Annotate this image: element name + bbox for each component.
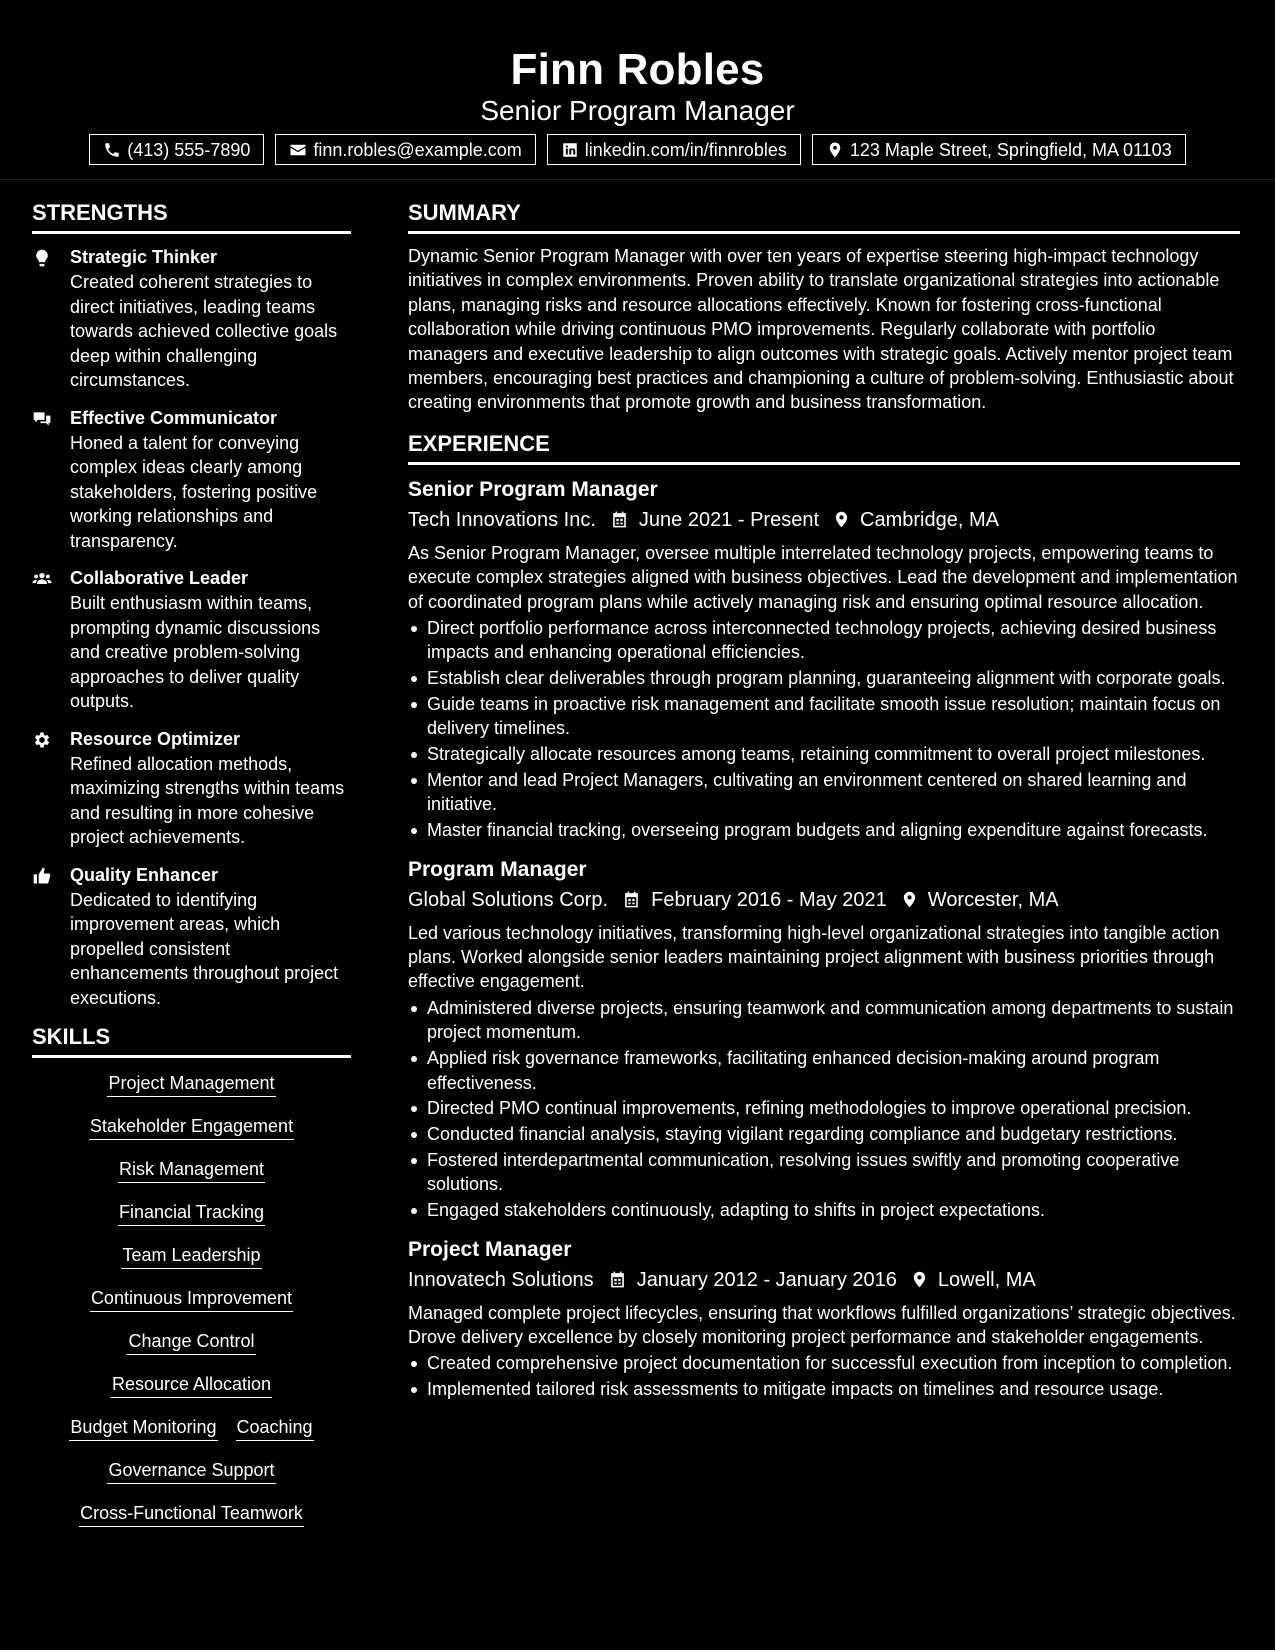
job-meta <box>408 885 1240 915</box>
job-entry <box>408 475 1240 843</box>
strength-title: Quality Enhancer <box>70 864 219 885</box>
strength-item <box>32 726 351 850</box>
calendar-icon <box>608 1270 627 1289</box>
job-description: Led various technology initiatives, transforming high-level organizational strategies into tangible action plans. Worked alongside senior leaders maintaining project alignment with business priorities through effective engagement. <box>408 922 1220 992</box>
strength-description: Created coherent strategies to direct initiatives, leading teams towards achieved collective goals deep within challenging circumstances. <box>70 272 338 390</box>
right-column <box>408 198 1240 1414</box>
skill-tag: Governance Support <box>107 1459 275 1484</box>
contact-email[interactable] <box>275 134 535 165</box>
job-bullet: Created comprehensive project documentation for successful execution from inception to completion. <box>408 1351 1240 1375</box>
job-meta <box>408 1265 1240 1295</box>
candidate-role: Senior Program Manager <box>480 95 795 126</box>
strength-item <box>32 565 351 714</box>
contact-email-text: finn.robles@example.com <box>313 139 522 160</box>
strength-title: Collaborative Leader <box>70 568 249 588</box>
strength-description: Honed a talent for conveying complex ideas clearly among stakeholders, fostering positive working relationships and transparency. <box>70 432 318 551</box>
resume-header <box>0 0 1275 180</box>
map-pin-icon <box>901 890 918 909</box>
skills-heading: SKILLS <box>32 1022 351 1058</box>
job-dates: June 2021 - Present <box>638 508 820 531</box>
job-entry <box>408 855 1240 1223</box>
job-location: Cambridge, MA <box>860 508 999 531</box>
strength-item <box>32 862 351 1011</box>
job-meta <box>408 505 1240 535</box>
skill-tag: Continuous Improvement <box>90 1287 293 1312</box>
map-pin-icon <box>833 510 850 529</box>
map-pin-icon <box>911 1270 928 1289</box>
job-description: Managed complete project lifecycles, ensuring that workflows fulfilled organizations’ strategic objectives. Drove delivery excellence by closely monitoring project performance and stakeholder engagements. <box>408 1302 1236 1347</box>
strengths-heading: STRENGTHS <box>32 198 351 234</box>
skill-tag: Budget Monitoring <box>69 1416 217 1441</box>
job-entry <box>408 1235 1240 1402</box>
job-dates: February 2016 - May 2021 <box>651 888 887 911</box>
map-pin-icon <box>826 141 844 159</box>
gear-icon <box>32 730 52 750</box>
experience-heading: EXPERIENCE <box>408 429 1240 465</box>
calendar-icon <box>610 510 629 529</box>
job-title: Project Manager <box>408 1237 572 1261</box>
strength-item <box>32 244 351 393</box>
summary-text: Dynamic Senior Program Manager with over ten years of expertise steering high-impact technology initiatives in complex environments. Proven ability to translate organizational strategies into actionable plans, managing risks and resource allocations effectively. Known for fostering cross-functional collaboration while driving continuous PMO improvements. Regularly collaborate with portfolio managers and executive leadership to align outcomes with strategic goals. Actively mentor project team members, encouraging best practices and championing a culture of problem-solving. Enthusiastic about creating environments that promote growth and business transformation. <box>408 246 1234 413</box>
job-bullet: Administered diverse projects, ensuring teamwork and communication among departments to sustain project momentum. <box>408 996 1240 1045</box>
users-icon <box>32 569 52 589</box>
skill-tag: Risk Management <box>118 1158 265 1183</box>
job-bullets <box>408 996 1240 1223</box>
job-bullets <box>408 616 1240 843</box>
skill-tag: Financial Tracking <box>118 1201 265 1226</box>
job-bullet: Establish clear deliverables through program planning, guaranteeing alignment with corporate goals. <box>408 666 1240 690</box>
strength-title: Strategic Thinker <box>70 247 218 267</box>
skills-section <box>32 1022 351 1527</box>
contact-phone[interactable] <box>89 134 264 165</box>
phone-icon <box>103 141 121 159</box>
job-bullet: Implemented tailored risk assessments to mitigate impacts on timelines and resource usage. <box>408 1377 1240 1401</box>
lightbulb-icon <box>32 248 52 268</box>
job-company: Global Solutions Corp. <box>408 888 609 911</box>
job-bullet: Engaged stakeholders continuously, adapting to shifts in project expectations. <box>408 1198 1240 1222</box>
job-bullet: Master financial tracking, overseeing program budgets and aligning expenditure against forecasts. <box>408 818 1240 842</box>
job-bullet: Mentor and lead Project Managers, cultivating an environment centered on shared learning and initiative. <box>408 768 1240 817</box>
job-title: Senior Program Manager <box>408 477 658 501</box>
contact-bar <box>0 134 1275 165</box>
contact-linkedin-text: linkedin.com/in/finnrobles <box>584 139 787 160</box>
skill-tag: Stakeholder Engagement <box>89 1115 294 1140</box>
envelope-icon <box>289 141 307 159</box>
strength-description: Dedicated to identifying improvement areas, which propelled consistent enhancements throughout project executions. <box>70 889 339 1008</box>
job-bullet: Applied risk governance frameworks, facilitating enhanced decision-making around program effectiveness. <box>408 1046 1240 1095</box>
calendar-icon <box>622 890 641 909</box>
job-location: Worcester, MA <box>927 888 1059 911</box>
strength-description: Refined allocation methods, maximizing strengths within teams and resulting in more cohesive project achievements. <box>70 753 345 847</box>
job-bullet: Fostered interdepartmental communication, resolving issues swiftly and promoting cooperative solutions. <box>408 1148 1240 1197</box>
thumbs-up-icon <box>32 866 52 886</box>
candidate-name: Finn Robles <box>510 45 765 94</box>
left-column <box>32 198 351 1545</box>
contact-address-text: 123 Maple Street, Springfield, MA 01103 <box>849 139 1172 160</box>
job-dates: January 2012 - January 2016 <box>636 1268 897 1291</box>
job-bullet: Guide teams in proactive risk management and facilitate smooth issue resolution; maintain focus on delivery timelines. <box>408 692 1240 741</box>
contact-phone-text: (413) 555-7890 <box>127 139 251 160</box>
job-description: As Senior Program Manager, oversee multiple interrelated technology projects, empowering teams to execute complex strategies aligned with business objectives. Lead the development and implementation of coordinated program plans while actively managing risk and ensuring optimal resource allocation. <box>408 542 1238 612</box>
skill-tag: Project Management <box>107 1072 275 1097</box>
job-bullet: Direct portfolio performance across interconnected technology projects, achieving desired business impacts and enhancing operational efficiencies. <box>408 616 1240 665</box>
linkedin-icon <box>561 141 579 159</box>
job-location: Lowell, MA <box>937 1268 1036 1291</box>
contact-linkedin[interactable] <box>547 134 801 165</box>
job-bullet: Strategically allocate resources among teams, retaining commitment to overall project milestones. <box>408 742 1240 766</box>
job-title: Program Manager <box>408 857 587 881</box>
chat-bubbles-icon <box>32 409 52 429</box>
summary-heading: SUMMARY <box>408 198 1240 234</box>
skill-tag: Change Control <box>127 1330 255 1355</box>
strength-description: Built enthusiasm within teams, prompting dynamic discussions and creative problem-solving approaches to deliver quality outputs. <box>70 593 321 711</box>
job-bullets <box>408 1351 1240 1401</box>
strength-title: Effective Communicator <box>70 407 278 428</box>
job-company: Innovatech Solutions <box>408 1268 594 1291</box>
strength-item <box>32 405 351 554</box>
skill-tag: Cross-Functional Teamwork <box>79 1502 304 1527</box>
skill-tag: Coaching <box>236 1416 314 1441</box>
job-bullet: Conducted financial analysis, staying vigilant regarding compliance and budgetary restrictions. <box>408 1122 1240 1146</box>
contact-address[interactable] <box>812 134 1186 165</box>
job-bullet: Directed PMO continual improvements, refining methodologies to improve operational precision. <box>408 1096 1240 1120</box>
skill-tag: Team Leadership <box>121 1244 261 1269</box>
job-company: Tech Innovations Inc. <box>408 508 596 531</box>
strength-title: Resource Optimizer <box>70 728 241 749</box>
skill-tag: Resource Allocation <box>111 1373 272 1398</box>
